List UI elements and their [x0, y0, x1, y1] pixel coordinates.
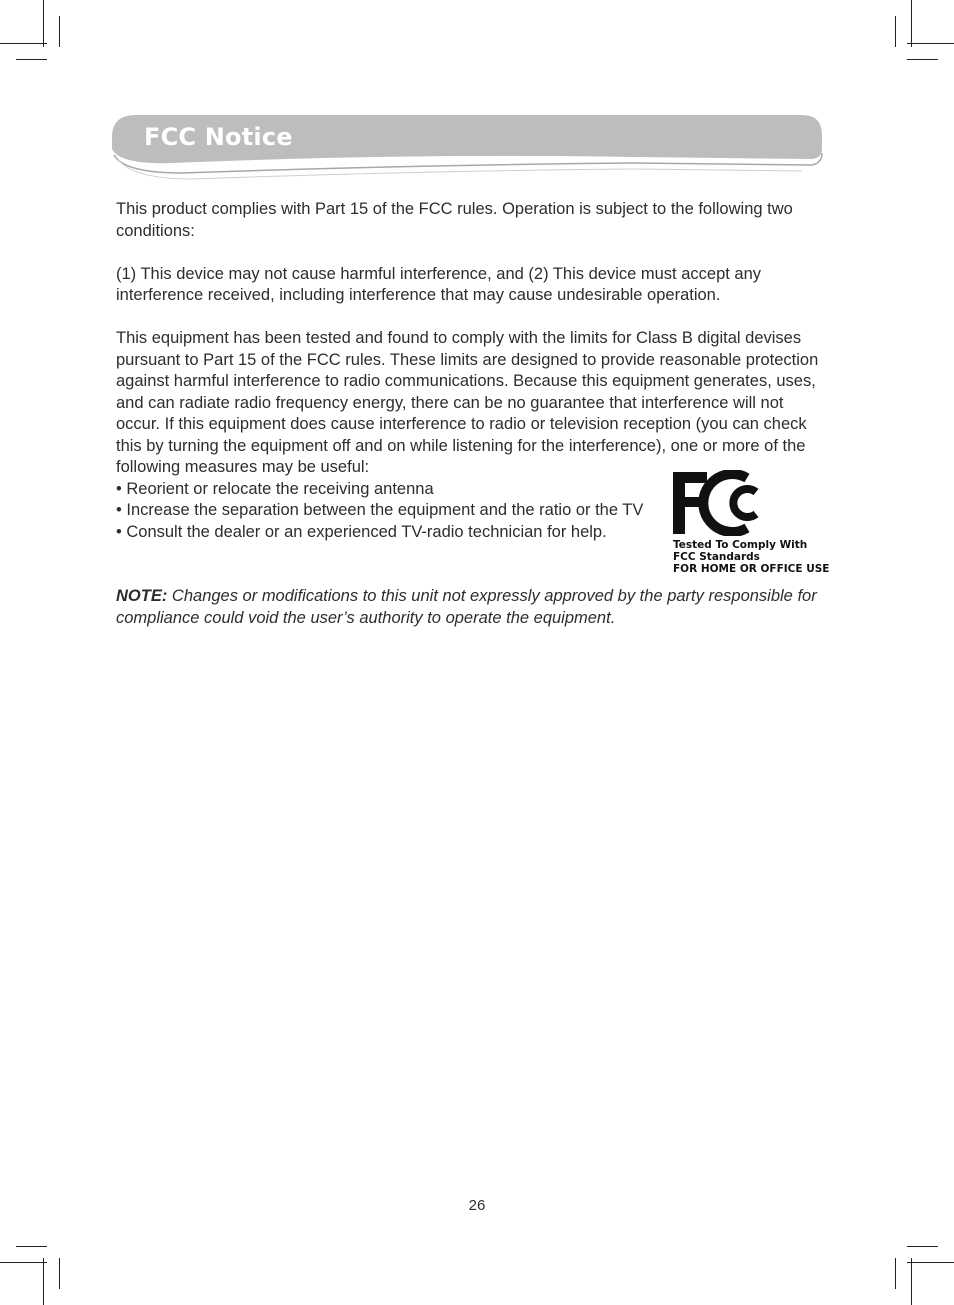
crop-mark: [907, 59, 938, 60]
intro-paragraph: This product complies with Part 15 of the FCC rules. Operation is subject to the following two conditions:: [116, 200, 793, 240]
compliance-paragraph: This equipment has been tested and found to comply with the limits for Class B digital devises pursuant to Part 15 of the FCC rules. These limits are designed to provide reasonable protection against harmful interference to radio communications. Because this equipment generates, uses, and can radiate radio frequency energy, there can be no guarantee that interference will not occur. If this equipment does cause interference to radio or television reception (you can check this by turning the equipment off and on while listening for the interference), one or more of the following measures may be useful:: [116, 329, 819, 476]
fcc-caption-line: Tested To Comply With: [673, 539, 808, 551]
note-paragraph: [116, 586, 828, 629]
list-item: • Consult the dealer or an experienced TV-radio technician for help.: [116, 522, 607, 541]
crop-mark: [59, 16, 60, 47]
note-label: NOTE:: [116, 587, 168, 605]
crop-mark: [895, 16, 896, 47]
note-text: Changes or modifications to this unit not expressly approved by the party responsible for compliance could void the user’s authority to operate the equipment.: [116, 587, 817, 627]
crop-mark: [911, 0, 912, 47]
fcc-caption-line: FOR HOME OR OFFICE USE: [673, 563, 830, 575]
crop-mark: [16, 1246, 47, 1247]
crop-mark: [43, 1258, 44, 1305]
section-banner: [112, 115, 824, 185]
crop-mark: [43, 0, 44, 47]
fcc-caption: [673, 539, 829, 575]
crop-mark: [0, 43, 47, 44]
list-item: • Increase the separation between the equipment and the ratio or the TV: [116, 501, 644, 519]
crop-mark: [0, 1262, 47, 1263]
conditions-paragraph: (1) This device may not cause harmful interference, and (2) This device must accept any interference received, including interference that may cause undesirable operation.: [116, 264, 762, 304]
crop-mark: [16, 59, 47, 60]
crop-mark: [907, 1262, 954, 1263]
crop-mark: [59, 1258, 60, 1289]
main-content: [116, 199, 828, 651]
page-number: 26: [468, 1197, 486, 1214]
crop-mark: [907, 1246, 938, 1247]
page-title: FCC Notice: [144, 123, 293, 151]
fcc-logo: [671, 470, 831, 580]
fcc-mark-icon: [671, 470, 771, 536]
crop-mark: [911, 1258, 912, 1305]
fcc-caption-line: FCC Standards: [673, 551, 760, 563]
list-item: • Reorient or relocate the receiving antenna: [116, 479, 434, 498]
crop-mark: [895, 1258, 896, 1289]
crop-mark: [907, 43, 954, 44]
